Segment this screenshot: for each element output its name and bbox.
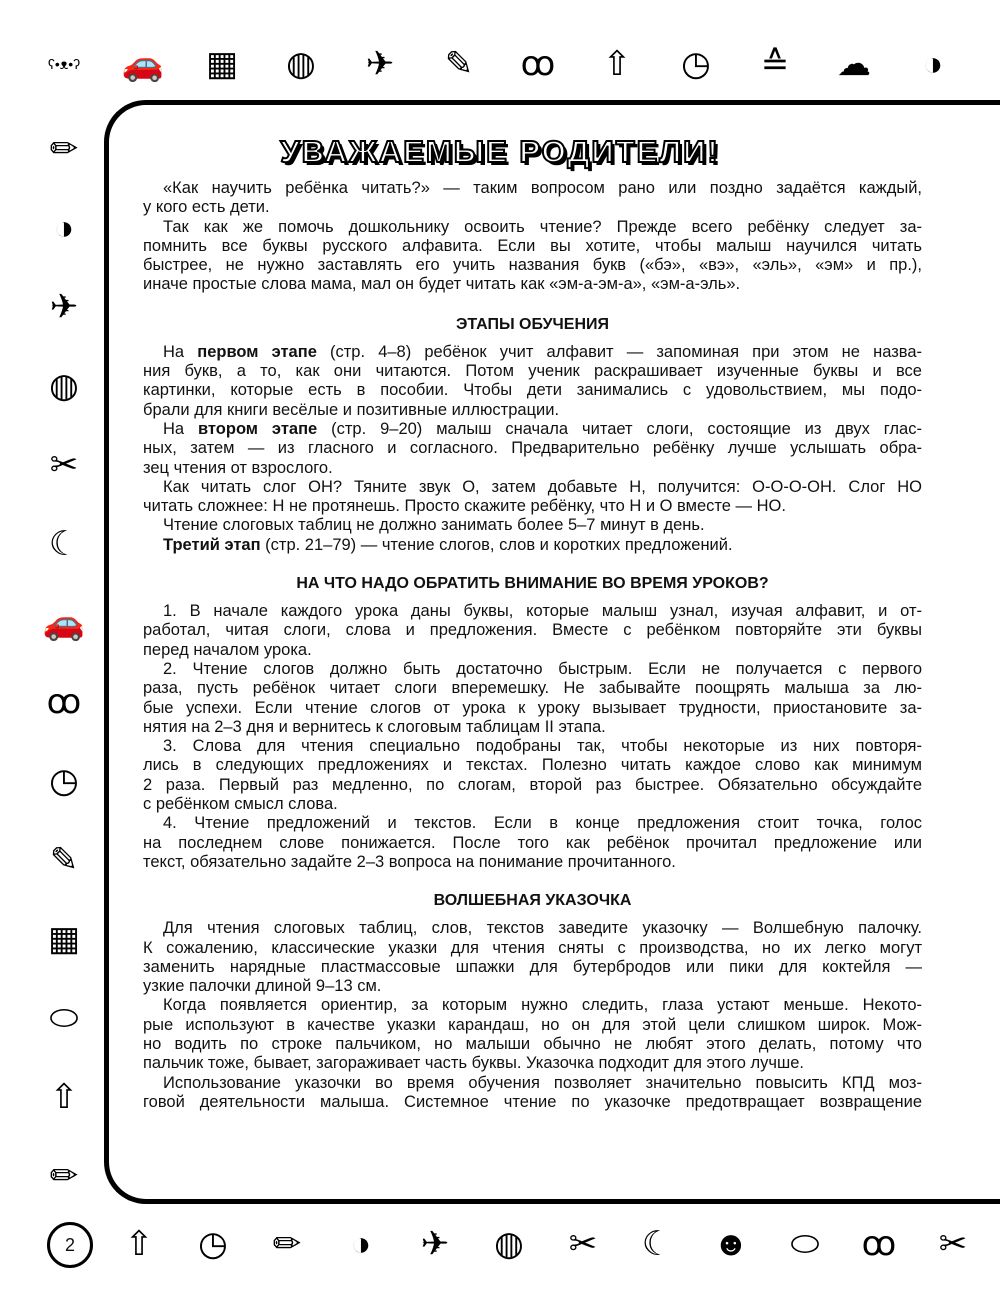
- text-rest: (стр. 4–8) ребёнок учит алфавит — запоминая при этом не назва-: [316, 342, 923, 361]
- text-line: Использование указочки во время обучения позволяет значительно повысить КПД моз-: [163, 1073, 922, 1092]
- crayon-icon: ✏: [49, 130, 79, 168]
- ball-icon: ◑: [53, 208, 75, 247]
- alarm-clock-icon: ◷: [49, 762, 79, 800]
- text-line: лись в следующих предложениях и текстах. Полезно читать каждое слово как минимум: [143, 756, 922, 775]
- text-line: читать сложнее: Н не протянешь. Просто скажите ребёнку, что Н и О вместе — НО.: [143, 497, 786, 516]
- crayons-icon: ✎: [444, 45, 474, 83]
- lemon-icon: ⬭: [790, 1224, 820, 1263]
- text-line: узкие палочки длиной 9–13 см.: [143, 977, 382, 996]
- text-line: работал, читая слоги, слова и предложения. Вместе с ребёнком повторяйте эти буквы: [143, 621, 922, 640]
- scissors-icon: ✂: [49, 446, 79, 484]
- text-line: рые используют в качестве указки карандаш, но он для этой цели слишком широк. Мож-: [143, 1015, 922, 1034]
- alarm-clock-icon: ◷: [681, 45, 711, 83]
- text-line: с ребёнком смысл слова.: [143, 795, 338, 814]
- section-heading: ВОЛШЕБНАЯ УКАЗОЧКА: [433, 892, 632, 910]
- rocket-icon: ⇧: [49, 1078, 79, 1116]
- apple-icon: ◍: [49, 367, 79, 405]
- crayons-icon: ✎: [49, 841, 79, 879]
- apple-icon: ◍: [494, 1225, 524, 1263]
- text-line: Для чтения слоговых таблиц, слов, текстов заведите указочку — Волшебную палочку.: [163, 919, 922, 938]
- text-line: К сожалению, классические указки для чтения сняты с производства, но их легко могут: [143, 938, 922, 957]
- text-prefix: На: [163, 419, 198, 438]
- rocket-icon: ⇧: [602, 45, 632, 83]
- bold-term: втором этапе: [198, 419, 318, 438]
- text-line: быстрее, не нужно заставлять его учить названия букв («бэ», «вэ», «эль», «эм» и пр.),: [143, 256, 922, 275]
- crayon-icon: ✏: [272, 1225, 302, 1263]
- blocks-icon: ▦: [205, 45, 239, 83]
- page-number: 2: [47, 1222, 93, 1268]
- text-line: «Как научить ребёнка читать?» — таким вопросом рано или поздно задаётся каждый,: [163, 179, 922, 197]
- car-icon: 🚗: [121, 45, 165, 83]
- text-line: 2 раза. Первый раз медленно, по слогам, второй раз быстрее. Обязательно обсуждайте: [143, 775, 922, 794]
- section-heading: НА ЧТО НАДО ОБРАТИТЬ ВНИМАНИЕ ВО ВРЕМЯ УРОКОВ?: [296, 575, 769, 593]
- banana-icon: ☾: [48, 525, 80, 563]
- section-heading: ЭТАПЫ ОБУЧЕНИЯ: [455, 315, 610, 333]
- ball-icon: ◑: [350, 1224, 372, 1263]
- lemon-icon: ⬭: [49, 998, 79, 1037]
- text-line: картинки, которые есть в пособии. Чтобы дети занимались с удовольствием, мы подо-: [143, 381, 922, 400]
- text-line: ния букв, а то, как они читаются. Потом ученик раскрашивает изученные буквы и все: [143, 362, 922, 381]
- text-line: [143, 536, 922, 555]
- text-line: бые успехи. Если чтение слогов от урока к уроку вызывает трудности, приостановите за-: [143, 698, 922, 717]
- text-line: иначе простые слова мама, мал он будет читать как «эм-а-эм-а», «эм-а-эль».: [143, 275, 741, 294]
- text-line: Так как же помочь дошкольнику освоить чтение? Прежде всего ребёнку следует за-: [163, 217, 922, 236]
- text-line: говой деятельности малыша. Системное чтение по указочке предотвращает возвращение: [143, 1092, 922, 1111]
- blocks-icon: ▦: [47, 920, 81, 958]
- text-line: 3. Слова для чтения специально подобраны так, чтобы некоторые из них повторя-: [163, 737, 922, 756]
- frog-icon: ☻: [713, 1224, 749, 1263]
- text-line: но водить по строке пальчиком, но малыши обычно не любят этого делать, потому что: [143, 1034, 922, 1053]
- cherries-icon: ꝏ: [46, 683, 82, 721]
- carrot-icon: ☁: [837, 45, 871, 83]
- crayon-icon: ✏: [49, 1157, 79, 1195]
- scissors-icon: ✂: [938, 1225, 968, 1263]
- document-body: [143, 179, 922, 1112]
- text-line: Когда появляется ориентир, за которым нужно следить, глаза устают меньше. Некото-: [163, 996, 922, 1015]
- text-line: помнить все буквы русского алфавита. Если вы хотите, чтобы малыш научился читать: [143, 236, 922, 255]
- text-line: Как читать слог ОН? Тяните звук О, затем добавьте Н, получится: О-О-О-ОН. Слог НО: [163, 477, 922, 496]
- text-line: раза, пусть ребёнок читает слоги вперемешку. Не забывайте поощрять малыша за лю-: [143, 679, 922, 698]
- text-line: [143, 420, 922, 439]
- text-line: на последнем слове понижается. После того как ребёнок прочитал предложение или: [143, 833, 922, 852]
- cherries-icon: ꝏ: [520, 45, 556, 83]
- text-line: [143, 343, 922, 362]
- ball-icon: ◑: [922, 44, 944, 83]
- rocket-icon: ⇧: [124, 1225, 154, 1263]
- text-rest: (стр. 9–20) малыш сначала читает слоги, состоящие из двух глас-: [317, 419, 922, 438]
- alarm-clock-icon: ◷: [198, 1225, 228, 1263]
- airplane-icon: ✈: [420, 1225, 450, 1263]
- banana-icon: ☾: [641, 1225, 673, 1263]
- teddy-bear-icon: ʕ•ᴥ•ʔ: [47, 56, 81, 72]
- text-line: текст, обязательно задайте 2–3 вопроса на понимание прочитанного.: [143, 852, 676, 871]
- text-line: брали для книги весёлые и позитивные иллюстрации.: [143, 400, 560, 419]
- airplane-icon: ✈: [365, 45, 395, 83]
- text-line: у кого есть дети.: [143, 198, 270, 217]
- bold-term: первом этапе: [197, 342, 317, 361]
- text-line: 2. Чтение слогов должно быть достаточно быстрым. Если не получается с первого: [163, 659, 922, 678]
- page-title: УВАЖАЕМЫЕ РОДИТЕЛИ!: [280, 134, 720, 169]
- text-line: 1. В начале каждого урока даны буквы, которые малыш узнал, изучая алфавит, и от-: [163, 602, 922, 621]
- text-line: нятия на 2–3 дня и вернитесь к слоговым таблицам II этапа.: [143, 717, 606, 736]
- text-line: Чтение слоговых таблиц не должно занимать более 5–7 минут в день.: [163, 516, 705, 535]
- text-rest: (стр. 21–79) — чтение слогов, слов и коротких предложений.: [260, 535, 733, 554]
- car-icon: 🚗: [42, 604, 86, 642]
- text-prefix: На: [163, 342, 198, 361]
- bold-term: Третий этап: [163, 535, 261, 554]
- pyramid-toy-icon: ≙: [760, 45, 790, 83]
- text-line: перед началом урока.: [143, 640, 312, 659]
- airplane-icon: ✈: [49, 288, 79, 326]
- scissors-icon: ✂: [568, 1225, 598, 1263]
- text-line: 4. Чтение предложений и текстов. Если в конце предложения стоит точка, голос: [163, 814, 922, 833]
- cherries-icon: ꝏ: [861, 1225, 897, 1263]
- apple-icon: ◍: [286, 45, 316, 83]
- text-line: зец чтения от взрослого.: [143, 458, 333, 477]
- text-line: пальчик тоже, бывает, загораживает часть буквы. Указочка подходит для этого лучше.: [143, 1054, 804, 1073]
- text-line: ных, затем — из гласного и согласного. Предварительно ребёнку лучше услышать обра-: [143, 439, 922, 458]
- text-line: заменить нарядные пластмассовые шпажки для бутербродов или пики для коктейля —: [143, 957, 922, 976]
